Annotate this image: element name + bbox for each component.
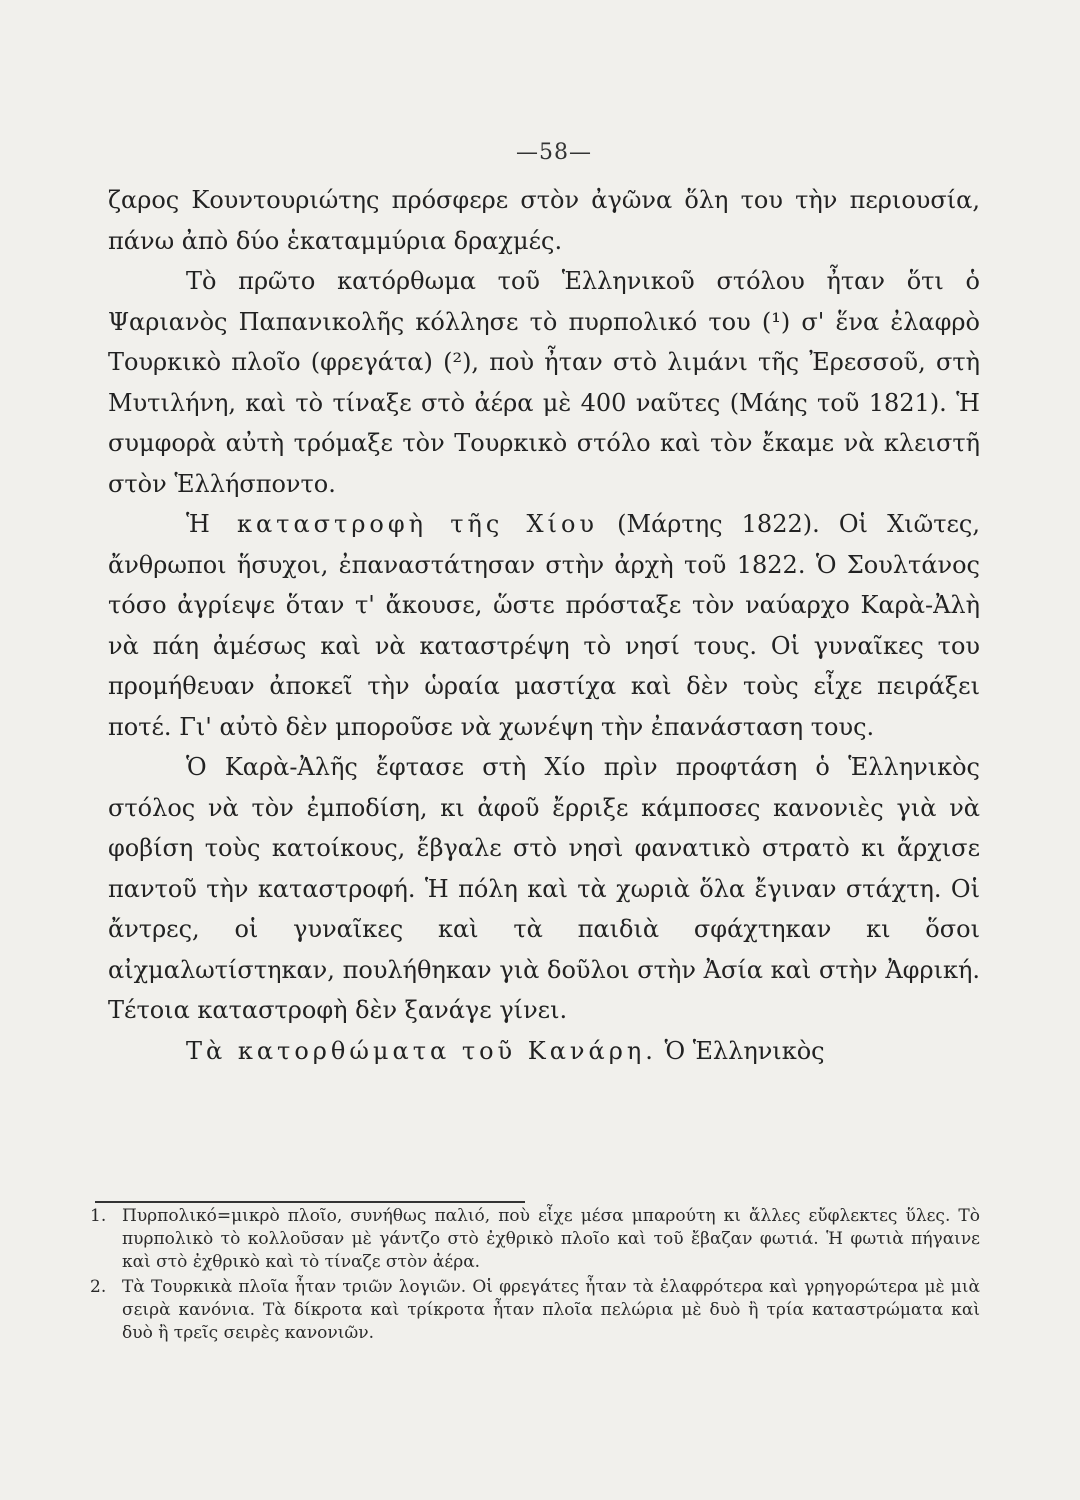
footnote-number: 1. [90,1206,107,1226]
paragraph-kanaris [108,1031,980,1072]
footnote-number: 2. [90,1277,107,1297]
footnote-divider [95,1201,525,1203]
paragraph-chios-destruction [108,504,980,747]
main-text [108,180,980,1071]
chios-text: (Μάρτης 1822). Οἱ Χιῶτες, ἄνθρωποι ἥσυχοι, ἐπαναστάτησαν στὴν ἀρχὴ τοῦ 1822. Ὁ Σουλτάνος τόσο ἀγρίεψε ὅταν τ' ἄκουσε, ὥστε πρόσταξε τὸν ναύαρχο Καρὰ-Ἀλὴ νὰ πάη ἀμέσως καὶ νὰ καταστρέψη τὸ νησί τους. Οἱ γυναῖκες του προμήθευαν ἀποκεῖ τὴν ὡραία μαστίχα καὶ δὲν τοὺς εἶχε πειράξει ποτέ. Γι' αὐτὸ δὲν μποροῦσε νὰ χωνέψη τὴν ἐπανάσταση τους. [108,510,980,741]
kanaris-text: Ὁ Ἑλληνικὸς [664,1036,825,1065]
section-heading-kanaris: Τὰ κατορθώματα τοῦ Κανάρη. [186,1036,657,1065]
paragraph-kara-ali: Ὁ Καρὰ-Ἀλῆς ἔφτασε στὴ Χίο πρὶν προφτάση ὁ Ἑλληνικὸς στόλος νὰ τὸν ἐμποδίση, κι ἀφοῦ ἔρριξε κάμποσες κανονιὲς γιὰ νὰ φοβίση τοὺς κατοίκους, ἔβγαλε στὸ νησὶ φανατικὸ στρατὸ κι ἄρχισε παντοῦ τὴν καταστροφή. Ἡ πόλη καὶ τὰ χωριὰ ὅλα ἔγιναν στάχτη. Οἱ ἄντρες, οἱ γυναῖκες καὶ τὰ παιδιὰ σφάχτηκαν κι ὅσοι αἰχμαλωτίστηκαν, πουλήθηκαν γιὰ δοῦλοι στὴν Ἀσία καὶ στὴν Ἀφρική. Τέτοια καταστροφὴ δὲν ξανάγε γίνει. [108,753,980,1024]
footnotes [90,1205,980,1347]
footnote-text: Πυρπολικό=μικρὸ πλοῖο, συνήθως παλιό, ποὺ εἶχε μέσα μπαρούτη κι ἄλλες εὔφλεκτες ὕλες. Τὸ πυρπολικὸ τὸ κολλοῦσαν μὲ γάντζο στὸ ἐχθρικὸ πλοῖο καὶ τοῦ ἔβαζαν φωτιά. Ἡ φωτιὰ πήγαινε καὶ στὸ ἐχθρικὸ καὶ τὸ τίναζε στὸν ἀέρα. [122,1206,980,1272]
footnote [90,1205,980,1274]
footnote-text: Τὰ Τουρκικὰ πλοῖα ἦταν τριῶν λογιῶν. Οἱ φρεγάτες ἦταν τὰ ἐλαφρότερα καὶ γρηγορώτερα μὲ μιὰ σειρὰ κανόνια. Τὰ δίκροτα καὶ τρίκροτα ἦταν πλοῖα πελώρια μὲ δυὸ ἢ τρία καταστρώματα καὶ δυὸ ἢ τρεῖς σειρὲς κανονιῶν. [122,1277,980,1343]
page-number: —58— [516,140,592,165]
section-heading-chios: Ἡ καταστροφὴ τῆς Χίου [186,510,598,538]
paragraph-kountouriotis: ζαρος Κουντουριώτης πρόσφερε στὸν ἀγῶνα ὅλη του τὴν περιουσία, πάνω ἀπὸ δύο ἑκαταμμύρια δραχμές. [108,186,980,255]
footnote [90,1276,980,1345]
paragraph-first-achievement: Τὸ πρῶτο κατόρθωμα τοῦ Ἑλληνικοῦ στόλου ἦταν ὅτι ὁ Ψαριανὸς Παπανικολῆς κόλλησε τὸ πυρπολικό του (¹) σ' ἕνα ἐλαφρὸ Τουρκικὸ πλοῖο (φρεγάτα) (²), ποὺ ἦταν στὸ λιμάνι τῆς Ἐρεσσοῦ, στὴ Μυτιλήνη, καὶ τὸ τίναξε στὸ ἀέρα μὲ 400 ναῦτες (Μάης τοῦ 1821). Ἡ συμφορὰ αὐτὴ τρόμαξε τὸν Τουρκικὸ στόλο καὶ τὸν ἔκαμε νὰ κλειστῆ στὸν Ἑλλήσποντο. [108,267,980,498]
